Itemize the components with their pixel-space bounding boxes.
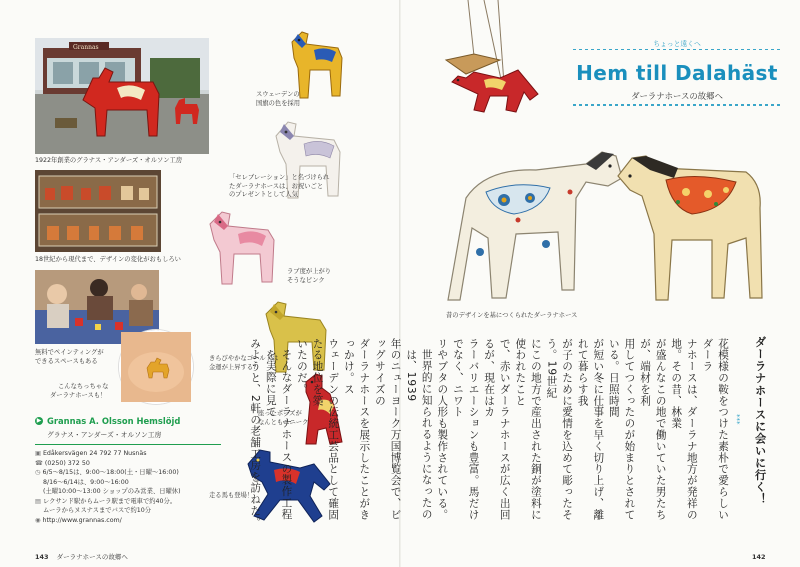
shop-access-2-text: ムーラからヌスナスまでバスで約10分 bbox=[43, 507, 152, 514]
body-col: いたのだ。 bbox=[295, 338, 308, 395]
article-heading: ダーラナホースに会いに行く！ bbox=[753, 336, 767, 506]
caption-painting-line2: できるスペースもある bbox=[35, 357, 98, 365]
body-col: 世界的に知られるようになったのは、1939 bbox=[405, 348, 433, 520]
title-underline bbox=[573, 104, 781, 106]
page-title: Hem till Dalahäst bbox=[576, 61, 778, 85]
shop-name: Grannas A. Olsson Hemslöjd bbox=[47, 416, 181, 426]
shop-address bbox=[35, 449, 235, 459]
caption-white-line1: 「セレブレーション」と名づけられ bbox=[229, 174, 330, 181]
caption-white-line2: たダーラナホースは、お祝いごと bbox=[229, 182, 324, 190]
shop-hours-3 bbox=[35, 487, 235, 497]
caption-tiny-horse bbox=[50, 383, 108, 400]
shop-access-2 bbox=[35, 506, 235, 516]
map-pin-icon: ▣ bbox=[35, 450, 43, 457]
caption-pink-line1: ラブ度が上がり bbox=[287, 268, 332, 275]
caption-vintage-horses: 昔のデザインを基につくられたダーラナホース bbox=[446, 312, 578, 319]
body-col: ウェーデンの伝統工芸品として確固たる地位を築 bbox=[311, 338, 340, 521]
body-col: にこの地方で産出された銅が塗料に使われたこと bbox=[514, 338, 542, 521]
caption-history: 18世紀から現代まで、デザインの変化がおもしろい bbox=[35, 256, 181, 263]
shop-access-1 bbox=[35, 497, 235, 507]
left-page-number: 143 bbox=[35, 553, 49, 561]
body-col: 花模様の鞍をつけた素朴で愛らしいダーラ bbox=[701, 338, 729, 521]
factory-photo-art bbox=[35, 38, 209, 154]
kicker-text: ちょっと遠くへ bbox=[653, 40, 701, 48]
body-col: が盛んなこの地で働いていた男たちが、端材を利 bbox=[639, 338, 667, 521]
shop-url-text[interactable]: http://www.grannas.com/ bbox=[42, 516, 122, 524]
caption-yellow-line1: スウェーデンの bbox=[256, 91, 300, 98]
shop-phone bbox=[35, 459, 235, 469]
caption-factory: 1922年創業のグラナス・アンダーズ・オルソン工房 bbox=[35, 157, 183, 164]
body-col: 用してつくったのが始まりとされている。日照時間 bbox=[607, 338, 636, 521]
body-col: ナホースは、ダーラナ地方が発祥の地。その昔、林業 bbox=[670, 338, 698, 521]
kicker-banner bbox=[573, 39, 781, 50]
caption-yellow bbox=[256, 91, 300, 108]
caption-tiny-horse-line1: こんなちっちゃな bbox=[58, 383, 109, 390]
history-display-art bbox=[35, 170, 161, 252]
shop-address-text: Edåkersvägen 24 792 77 Nusnäs bbox=[42, 450, 147, 457]
vintage-horses-art bbox=[446, 148, 766, 308]
arrow-circle-icon: ▶ bbox=[36, 417, 42, 424]
body-col: ラーバリエーションも豊富。馬だけでなく、ニワト bbox=[451, 338, 480, 521]
shop-divider bbox=[35, 444, 221, 445]
history-display-photo bbox=[35, 170, 161, 252]
shop-phone-text: (0250) 372 50 bbox=[44, 459, 90, 467]
ornament-dots: *** bbox=[733, 414, 741, 425]
shop-sign-text: Grannas bbox=[73, 44, 99, 51]
right-page-number: 142 bbox=[752, 553, 766, 561]
caption-painting bbox=[35, 349, 104, 366]
clock-icon: ◷ bbox=[35, 469, 43, 476]
pink-horse-art bbox=[204, 208, 282, 288]
pink-horse bbox=[204, 208, 282, 292]
body-col: が短い冬に仕事を早く切り上げ、離れて暮らす我 bbox=[576, 338, 605, 521]
shop-url[interactable] bbox=[35, 516, 235, 526]
shop-hours-1-text: 6/5〜8/15は、9:00〜18:00(土・日曜〜16:00) bbox=[42, 469, 179, 476]
hand-photo-circle bbox=[119, 330, 193, 404]
shop-info bbox=[35, 416, 235, 525]
hanging-horse-ornament bbox=[444, 0, 554, 128]
caption-white bbox=[229, 174, 329, 200]
body-col: で、赤いダーラナホースが広く出回るが、現在はカ bbox=[483, 338, 511, 521]
shop-access-1-text: レクサンド駅からムーラ駅まで電車で約40分。 bbox=[42, 497, 177, 505]
shop-hours-1 bbox=[35, 468, 235, 478]
train-icon: ▤ bbox=[35, 497, 43, 505]
body-col: が子のために愛情を込めて彫ったそう。19世紀 bbox=[545, 338, 574, 521]
caption-pink bbox=[287, 268, 331, 285]
phone-icon: ☎ bbox=[35, 459, 45, 467]
caption-sitting-line2: なんともユニーク bbox=[258, 418, 309, 426]
caption-white-line3: のプレゼントとして人気 bbox=[229, 191, 299, 198]
body-col: 年のニューヨーク万国博覧会で、ビッグサイズの bbox=[373, 338, 402, 521]
shop-hours-2 bbox=[35, 478, 235, 488]
shop-name-ja: グラナス・アンダーズ・オルソン工房 bbox=[47, 431, 162, 439]
shop-hours-2-text: 8/16〜6/14は、9:00〜16:00 bbox=[43, 478, 129, 486]
vintage-horses-photo bbox=[446, 148, 766, 308]
body-col: そんなダーラナホースの製作工程を実際に見て bbox=[264, 348, 293, 520]
caption-running: 走る馬も登場！ bbox=[209, 492, 254, 499]
caption-painting-line1: 無料でペインティングが bbox=[35, 349, 104, 356]
caption-tiny-horse-line2: ダーラナホースも！ bbox=[50, 391, 107, 399]
body-col: みようと、2軒の老舗工房を訪ねた。 bbox=[249, 338, 262, 528]
caption-yellow-line2: 国旗の色を採用 bbox=[256, 99, 301, 107]
body-col: リやブタの人形も製作されている。 bbox=[436, 338, 449, 521]
caption-gold-line2: 金運が上昇する? bbox=[209, 363, 257, 371]
left-folio bbox=[35, 552, 128, 561]
caption-pink-line2: そうなピンク bbox=[287, 276, 325, 284]
page-subtitle: ダーラナホースの故郷へ bbox=[631, 91, 723, 101]
factory-photo bbox=[35, 38, 209, 154]
shop-hours-3-text: (土曜10:00〜13:00 ショップのみ営業、日曜休) bbox=[43, 488, 181, 495]
hanging-horse-art bbox=[444, 0, 554, 124]
shop-name-row bbox=[35, 416, 235, 426]
hand-photo-art bbox=[121, 332, 191, 402]
web-icon: ◉ bbox=[35, 516, 43, 524]
left-folio-title: ダーラナホースの故郷へ bbox=[56, 553, 128, 561]
caption-gold-line1: きらびやかなゴールドは bbox=[209, 355, 279, 362]
body-col: ダーラナホースを展示したことがきっかけ。ス bbox=[342, 338, 371, 521]
caption-sitting-line1: 座ったポーズが bbox=[258, 410, 302, 417]
